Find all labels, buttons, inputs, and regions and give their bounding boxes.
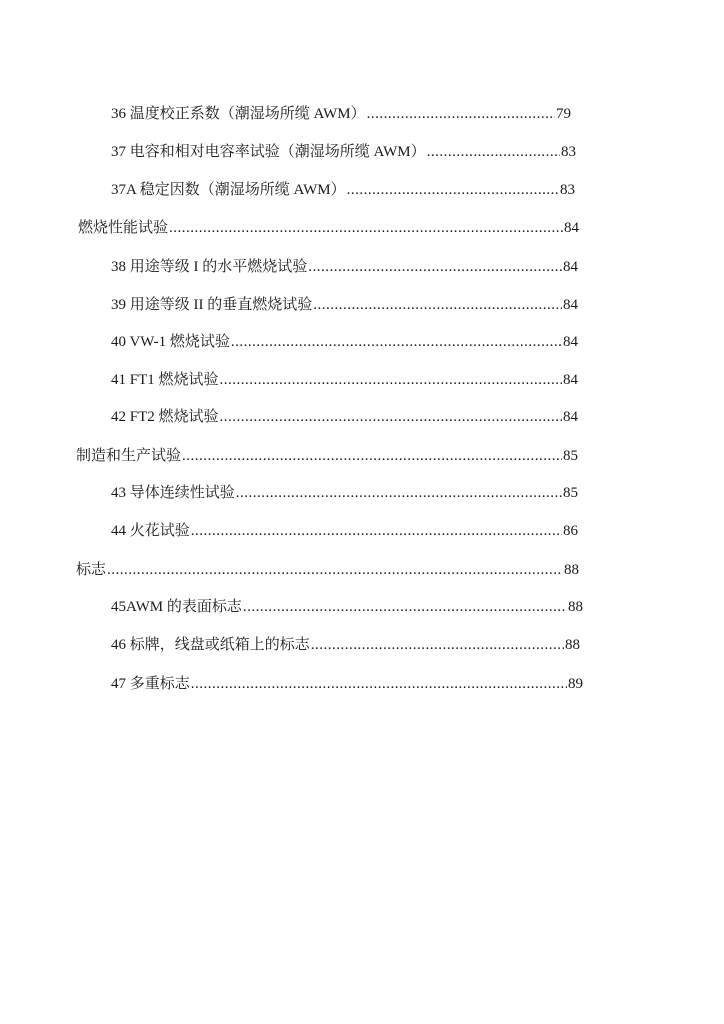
toc-entry-title: 36 温度校正系数（潮湿场所缆 AWM） [111,106,366,122]
dot-leader [367,103,555,125]
toc-entry-page: 84 [564,220,579,236]
toc-section-entry[interactable] [76,445,578,467]
toc-entry-title: 45AWM 的表面标志 [111,599,242,615]
dot-leader [220,369,562,391]
toc-entry[interactable] [111,673,583,695]
toc-entry-page: 83 [561,144,576,160]
toc-entry-title: 44 火花试验 [111,523,190,539]
toc-entry[interactable] [111,141,576,163]
toc-entry[interactable] [111,634,580,656]
toc-entry-title: 37A 稳定因数（潮湿场所缆 AWM） [111,182,346,198]
dot-leader [107,559,563,581]
dot-leader [182,445,562,467]
toc-entry[interactable] [111,103,571,125]
dot-leader [243,596,567,618]
toc-entry-title: 42 FT2 燃烧试验 [111,409,219,425]
toc-entry-title: 标志 [76,562,107,578]
toc-entry[interactable] [111,520,578,542]
dot-leader [236,482,562,504]
toc-entry-page: 84 [563,334,578,350]
dot-leader [191,673,567,695]
dot-leader [231,331,562,353]
toc-entry-page: 84 [563,372,578,388]
toc-entry-title: 37 电容和相对电容率试验（潮湿场所缆 AWM） [111,144,426,160]
dot-leader [220,406,562,428]
toc-entry-title: 41 FT1 燃烧试验 [111,372,219,388]
toc-entry-page: 79 [556,106,571,122]
toc-entry[interactable] [111,294,578,316]
toc-entry-page: 84 [563,297,578,313]
toc-entry-page: 83 [560,182,575,198]
toc-entry[interactable] [111,596,583,618]
toc-entry-title: 燃烧性能试验 [78,220,169,236]
toc-entry-title: 制造和生产试验 [76,448,182,464]
dot-leader [308,256,562,278]
toc-entry-page: 85 [563,485,578,501]
toc-entry-page: 85 [563,448,578,464]
toc-entry-title: 40 VW-1 燃烧试验 [111,334,230,350]
toc-entry-title: 43 导体连续性试验 [111,485,235,501]
toc-section-entry[interactable] [76,559,579,581]
toc-entry-page: 89 [568,676,583,692]
dot-leader [311,634,564,656]
dot-leader [313,294,562,316]
toc-entry[interactable] [111,406,578,428]
toc-entry-title: 46 标牌，线盘或纸箱上的标志 [111,637,310,653]
dot-leader [347,179,559,201]
toc-entry-page: 84 [563,409,578,425]
toc-entry-page: 84 [563,259,578,275]
toc-entry[interactable] [111,331,578,353]
toc-entry-title: 38 用途等级 I 的水平燃烧试验 [111,259,308,275]
dot-leader [191,520,562,542]
toc-entry-page: 88 [564,562,579,578]
toc-entry-page: 88 [565,637,580,653]
dot-leader [427,141,560,163]
toc-entry-title: 39 用途等级 II 的垂直燃烧试验 [111,297,313,313]
toc-entry[interactable] [111,482,578,504]
toc-entry-page: 86 [563,523,578,539]
toc-section-entry[interactable] [78,217,579,239]
toc-entry-title: 47 多重标志 [111,676,190,692]
toc-entry[interactable] [111,369,578,391]
dot-leader [169,217,563,239]
toc-entry-page: 88 [568,599,583,615]
toc-entry[interactable] [111,256,578,278]
toc-entry[interactable] [111,179,575,201]
